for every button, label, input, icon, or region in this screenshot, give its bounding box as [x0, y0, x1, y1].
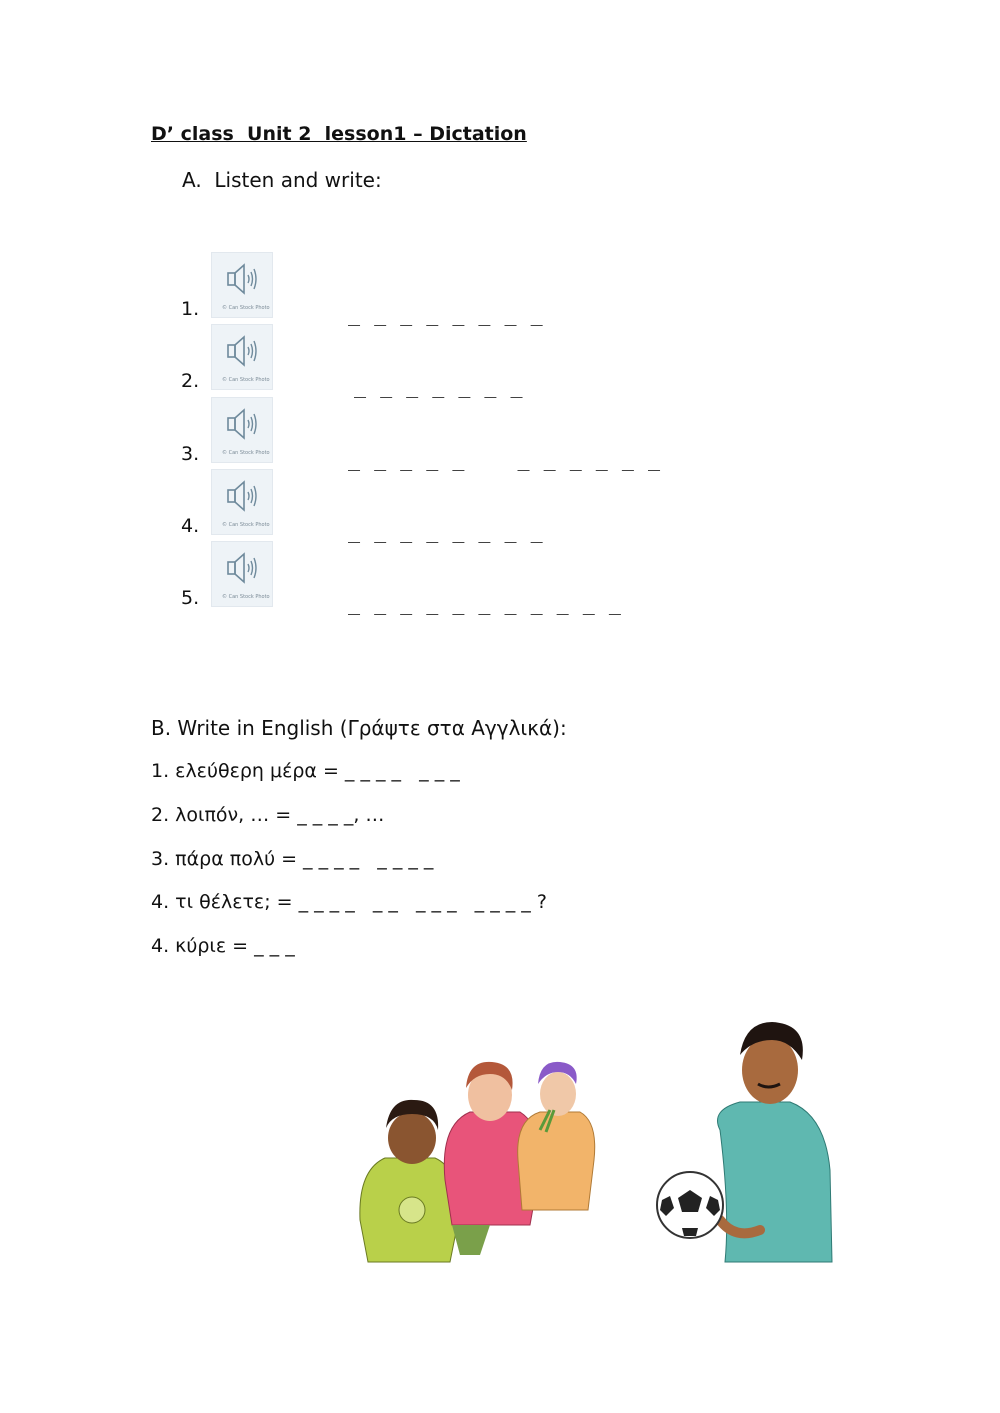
speaker-caption: © Can Stock Photo: [222, 522, 270, 528]
child-green-shirt: [360, 1100, 459, 1262]
child-orange-shirt: [518, 1062, 595, 1210]
item-number: 5.: [181, 587, 200, 609]
translate-item-2[interactable]: 2. λοιπόν, … = _ _ _ _, …: [151, 804, 385, 826]
listen-item-2: [0, 322, 1000, 398]
worksheet-title: D’ class Unit 2 lesson1 – Dictation: [151, 123, 527, 145]
translate-item-3[interactable]: 3. πάρα πολύ = _ _ _ _ _ _ _ _: [151, 848, 434, 870]
speaker-icon[interactable]: [211, 324, 273, 390]
speaker-graphic: [222, 476, 262, 516]
section-a-heading: A. Listen and write:: [182, 168, 382, 192]
answer-blank[interactable]: _ _ _ _ _ _ _ _: [348, 302, 544, 326]
answer-blank[interactable]: _ _ _ _ _ _ _: [354, 374, 524, 398]
speaker-icon[interactable]: [211, 252, 273, 318]
section-b-heading: B. Write in English (Γράψτε στα Αγγλικά):: [151, 716, 567, 740]
speaker-icon[interactable]: [211, 397, 273, 463]
speaker-caption: © Can Stock Photo: [222, 450, 270, 456]
teacher: [718, 1022, 833, 1262]
speaker-icon[interactable]: [211, 541, 273, 607]
listen-item-1: [0, 250, 1000, 326]
answer-blank[interactable]: _ _ _ _ _ _ _ _ _ _ _: [348, 591, 622, 615]
football: [657, 1172, 723, 1238]
item-number: 3.: [181, 443, 200, 465]
item-number: 4.: [181, 515, 200, 537]
speaker-caption: © Can Stock Photo: [222, 377, 270, 383]
answer-blank[interactable]: _ _ _ _ _ _ _ _: [348, 519, 544, 543]
speaker-graphic: [222, 548, 262, 588]
translate-item-5[interactable]: 4. κύριε = _ _ _: [151, 935, 295, 957]
speaker-graphic: [222, 259, 262, 299]
item-number: 1.: [181, 298, 200, 320]
speaker-icon[interactable]: [211, 469, 273, 535]
speaker-graphic: [222, 331, 262, 371]
listen-item-5: [0, 539, 1000, 615]
answer-blank[interactable]: _ _ _ _ _ _ _ _ _ _ _: [348, 447, 661, 471]
speaker-caption: © Can Stock Photo: [222, 594, 270, 600]
children-and-teacher-illustration: [340, 1010, 840, 1270]
translate-item-1[interactable]: 1. ελεύθερη μέρα = _ _ _ _ _ _ _: [151, 760, 460, 782]
item-number: 2.: [181, 370, 200, 392]
translate-item-4[interactable]: 4. τι θέλετε; = _ _ _ _ _ _ _ _ _ _ _ _ _ ?: [151, 891, 547, 913]
listen-item-3: [0, 395, 1000, 471]
listen-item-4: [0, 467, 1000, 543]
speaker-caption: © Can Stock Photo: [222, 305, 270, 311]
speaker-graphic: [222, 404, 262, 444]
